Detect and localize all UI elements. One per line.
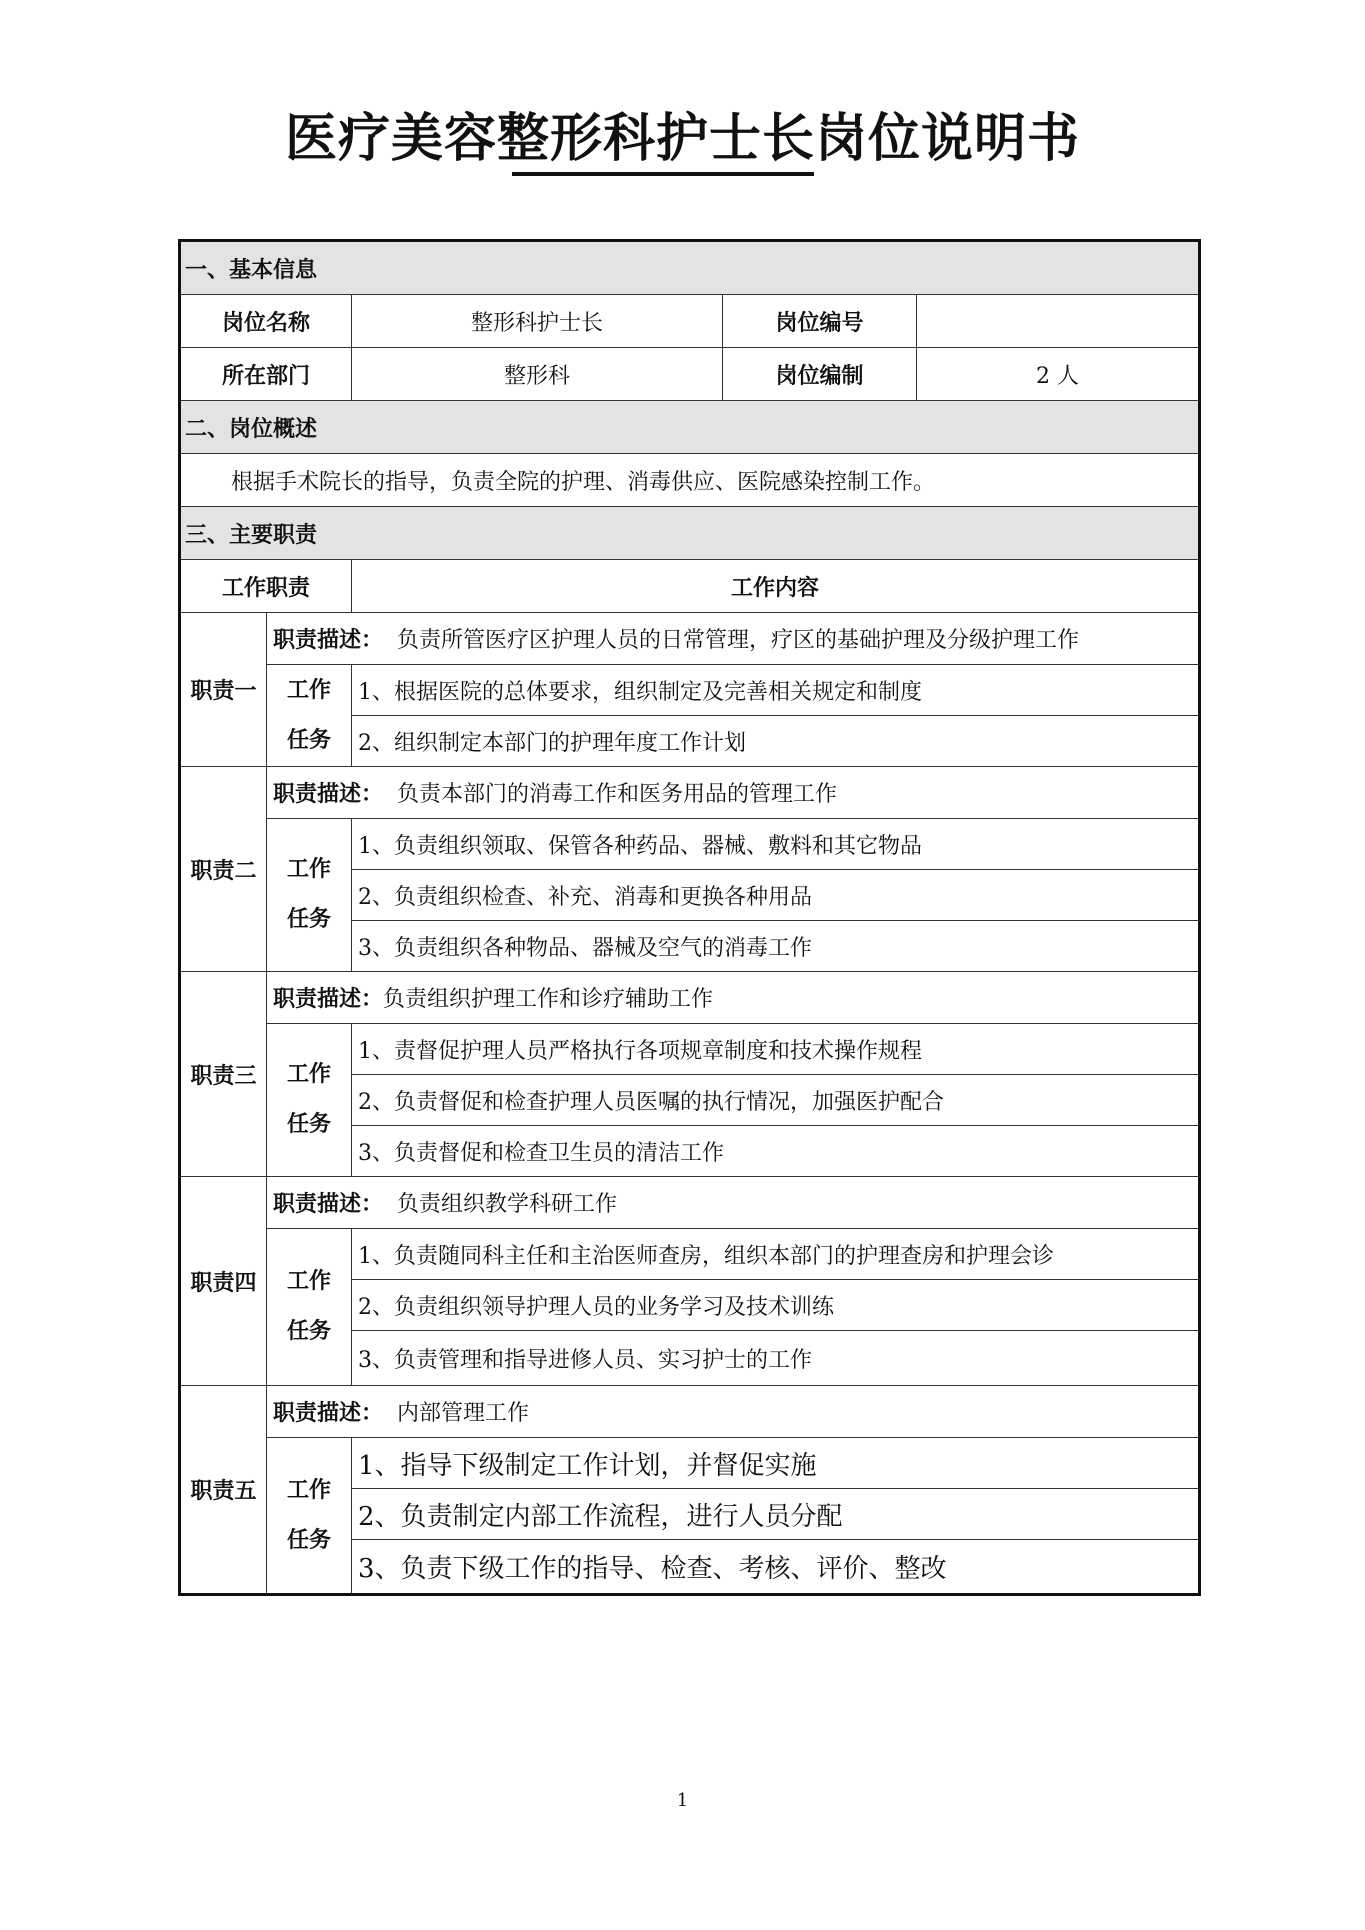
duty-header-col2: 工作内容	[352, 560, 1200, 613]
responsibility-label: 职责四	[180, 1177, 267, 1386]
job-description-table	[178, 239, 1201, 1596]
responsibility-label: 职责五	[180, 1386, 267, 1595]
section-summary: 二、岗位概述	[180, 401, 1200, 454]
task-label: 工作 任务	[267, 819, 352, 972]
responsibility-description: 职责描述： 负责本部门的消毒工作和医务用品的管理工作	[267, 767, 1200, 819]
position-code-value	[917, 295, 1200, 348]
duty-header-col1: 工作职责	[180, 560, 352, 613]
position-name-value: 整形科护士长	[352, 295, 723, 348]
task-item: 2、负责督促和检查护理人员医嘱的执行情况，加强医护配合	[352, 1075, 1200, 1126]
task-item: 3、负责组织各种物品、器械及空气的消毒工作	[352, 921, 1200, 972]
task-item: 1、根据医院的总体要求，组织制定及完善相关规定和制度	[352, 665, 1200, 716]
department-label: 所在部门	[180, 348, 352, 401]
document-title: 医疗美容整形科护士长岗位说明书	[284, 109, 1080, 169]
department-value: 整形科	[352, 348, 723, 401]
task-item: 1、负责随同科主任和主治医师查房，组织本部门的护理查房和护理会诊	[352, 1229, 1200, 1280]
responsibility-description: 职责描述： 内部管理工作	[267, 1386, 1200, 1438]
task-item: 3、负责管理和指导进修人员、实习护士的工作	[352, 1331, 1200, 1386]
task-item: 3、负责下级工作的指导、检查、考核、评价、整改	[352, 1540, 1200, 1595]
task-item: 2、负责组织领导护理人员的业务学习及技术训练	[352, 1280, 1200, 1331]
task-item: 1、指导下级制定工作计划，并督促实施	[352, 1438, 1200, 1489]
responsibility-label: 职责二	[180, 767, 267, 972]
page-number: 1	[676, 1790, 689, 1811]
task-item: 1、责督促护理人员严格执行各项规章制度和技术操作规程	[352, 1024, 1200, 1075]
responsibility-label: 职责三	[180, 972, 267, 1177]
task-item: 2、负责组织检查、补充、消毒和更换各种用品	[352, 870, 1200, 921]
section-basic-info: 一、基本信息	[180, 241, 1200, 295]
task-label: 工作 任务	[267, 1024, 352, 1177]
staffing-value: 2 人	[917, 348, 1200, 401]
responsibility-description: 职责描述：负责组织护理工作和诊疗辅助工作	[267, 972, 1200, 1024]
task-item: 1、负责组织领取、保管各种药品、器械、敷料和其它物品	[352, 819, 1200, 870]
task-label: 工作 任务	[267, 665, 352, 767]
responsibility-label: 职责一	[180, 613, 267, 767]
responsibility-description: 职责描述： 负责所管医疗区护理人员的日常管理，疗区的基础护理及分级护理工作	[267, 613, 1200, 665]
responsibility-description: 职责描述： 负责组织教学科研工作	[267, 1177, 1200, 1229]
position-name-label: 岗位名称	[180, 295, 352, 348]
task-item: 3、负责督促和检查卫生员的清洁工作	[352, 1126, 1200, 1177]
title-underline	[512, 172, 814, 176]
summary-text: 根据手术院长的指导，负责全院的护理、消毒供应、医院感染控制工作。	[180, 454, 1200, 507]
section-duties: 三、主要职责	[180, 507, 1200, 560]
staffing-label: 岗位编制	[723, 348, 917, 401]
task-label: 工作 任务	[267, 1438, 352, 1595]
task-item: 2、组织制定本部门的护理年度工作计划	[352, 716, 1200, 767]
task-item: 2、负责制定内部工作流程，进行人员分配	[352, 1489, 1200, 1540]
position-code-label: 岗位编号	[723, 295, 917, 348]
task-label: 工作 任务	[267, 1229, 352, 1386]
